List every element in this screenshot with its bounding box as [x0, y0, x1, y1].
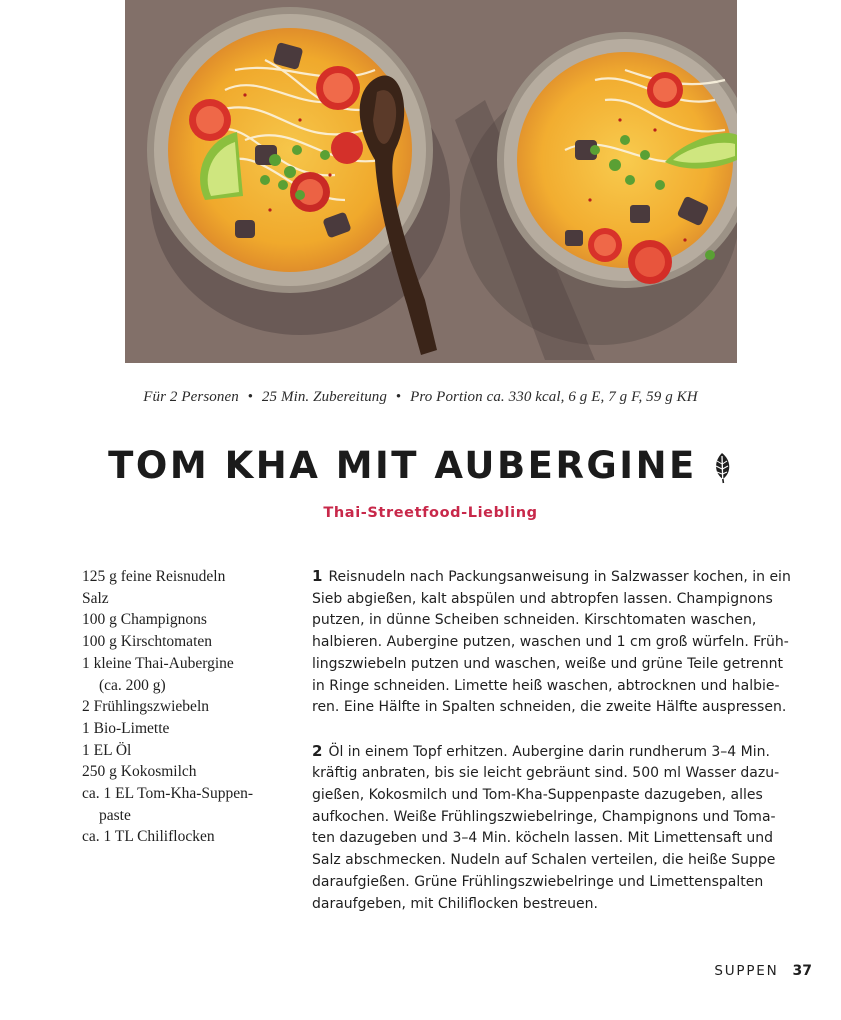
ingredient-item: 2 Frühlingszwiebeln	[82, 698, 209, 716]
step-line: 2 Öl in einem Topf erhitzen. Aubergine darin rundherum 3–4 Min.	[312, 741, 770, 760]
ingredient-item: Salz	[82, 589, 109, 607]
ingredient-item: paste	[99, 806, 131, 824]
step-line: 1 Reisnudeln nach Packungsanweisung in Salzwasser kochen, in ein	[312, 567, 791, 585]
step-line: ren. Eine Hälfte in Spalten schneiden, die zweite Hälfte auspressen.	[312, 699, 787, 716]
step-number: 2	[312, 741, 323, 760]
ingredient-item: ca. 1 EL Tom-Kha-Suppen-	[82, 785, 254, 803]
recipe-photo	[125, 0, 737, 363]
ingredient-item: (ca. 200 g)	[99, 676, 166, 694]
ingredient-list	[82, 566, 292, 848]
step-line: ten dazugeben und 3–4 Min. köcheln lassen. Mit Limettensaft und	[312, 830, 773, 847]
meta-separator: •	[395, 389, 402, 405]
step-line: gießen, Kokosmilch und Tom-Kha-Suppenpaste dazugeben, alles	[312, 787, 763, 804]
ingredient-item: 125 g feine Reisnudeln	[82, 568, 226, 585]
instruction-steps	[312, 566, 791, 915]
ingredient-item: 100 g Kirschtomaten	[82, 633, 213, 651]
ingredient-item: ca. 1 TL Chiliflocken	[82, 828, 215, 846]
step-line: in Ringe schneiden. Limette heiß waschen, abtrocknen und halbie-	[312, 677, 780, 694]
step-1	[312, 566, 791, 719]
ingredient-item: 1 kleine Thai-Aubergine	[82, 654, 234, 672]
ingredient-item: 1 EL Öl	[82, 741, 132, 759]
step-line: halbieren. Aubergine putzen, waschen und 1 cm groß würfeln. Früh-	[312, 634, 789, 651]
section-name: SUPPEN	[714, 963, 779, 979]
ingredient-item: 100 g Champignons	[82, 611, 207, 629]
title-row	[0, 444, 841, 487]
step-line: daraufgießen. Grüne Frühlingszwiebelringe und Limettenspalten	[312, 873, 764, 890]
step-line: kräftig anbraten, bis sie leicht gebräunt sind. 500 ml Wasser dazu-	[312, 765, 780, 782]
step-number: 1	[312, 567, 323, 585]
leaf-icon	[711, 452, 733, 484]
step-line: daraufgeben, mit Chiliflocken bestreuen.	[312, 895, 598, 912]
page-footer	[714, 963, 812, 979]
meta-separator: •	[247, 389, 254, 405]
servings: Für 2 Personen	[143, 389, 239, 405]
recipe-meta	[0, 389, 841, 406]
page-number: 37	[792, 963, 812, 979]
recipe-title: TOM KHA MIT AUBERGINE	[108, 444, 697, 487]
step-2	[312, 741, 782, 916]
ingredient-item: 1 Bio-Limette	[82, 719, 170, 737]
step-line: putzen, in dünne Scheiben schneiden. Kirschtomaten waschen,	[312, 612, 757, 629]
step-line: aufkochen. Weiße Frühlingszwiebelringe, Champignons und Toma-	[312, 808, 776, 825]
nutrition-info: Pro Portion ca. 330 kcal, 6 g E, 7 g F, 59 g KH	[410, 389, 698, 405]
step-spacer	[312, 719, 782, 741]
step-line: Sieb abgießen, kalt abspülen und abtropfen lassen. Champignons	[312, 590, 773, 607]
prep-time: 25 Min. Zubereitung	[261, 389, 388, 405]
ingredient-item: 250 g Kokosmilch	[82, 763, 197, 781]
step-line: Salz abschmecken. Nudeln auf Schalen verteilen, die heiße Suppe	[312, 852, 776, 869]
step-line: lingszwiebeln putzen und waschen, weiße und grüne Teile getrennt	[312, 655, 784, 672]
recipe-subtitle: Thai-Streetfood-Liebling	[323, 505, 538, 521]
